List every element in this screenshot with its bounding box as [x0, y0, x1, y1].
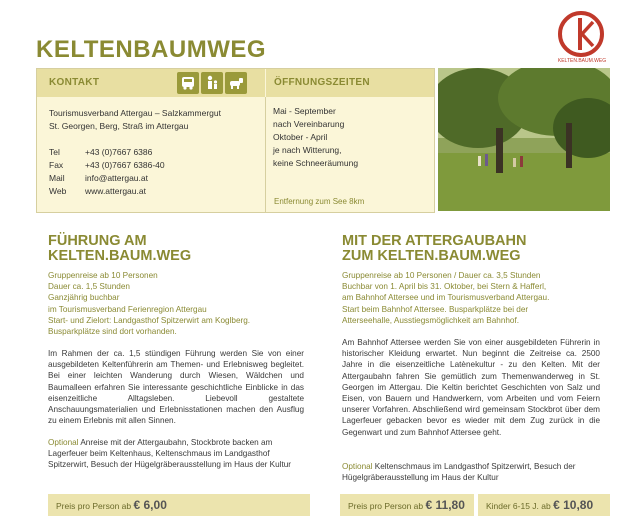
left-heading: FÜHRUNG AM KELTEN.BAUM.WEG: [48, 233, 192, 264]
info-divider: [265, 97, 266, 212]
left-optional: Optional Anreise mit der Attergaubahn, Stockbrote backen am Lagerfeuer beim Keltenhaus, Keltenschmaus im Landgasthof Spitzerwirt, Besuch der Hügelgräberausstellung im Haus der Kultur: [48, 438, 292, 470]
contact-tel: Tel +43 (0)7667 6386: [49, 147, 153, 157]
hours-line: Oktober - April: [273, 132, 328, 142]
family-icon: [201, 72, 223, 94]
page-title: KELTENBAUMWEG: [36, 36, 267, 63]
contact-org-line1: Tourismusverband Attergau – Salzkammergut: [49, 108, 221, 118]
right-body: Am Bahnhof Attersee werden Sie von einer ausgebildeten Führerin in historischer Kleidung erwartet. Nun beginnt die Zeitreise ca. 2500 Jahre in die eisenzeitliche Latènekultur - zu den Kelten. Mit der Attergaubahn fahren Sie gemütlich zum Themenwanderweg in St. Georgen im Attergau. Die Keltin berichtet Geschichten von Salz und Eisen, von Bauern und Handwerkern, vom Arbeiten und vom Feiern unserer Vorfahren. Abschließend wird gemeinsam Stockbrot über dem Lagerfeuer gebacken bevor es wieder mit dem Zug zurück in die Gegenwart und zum Bahnhof Attersee geht.: [342, 338, 600, 437]
child-price: Kinder 6-15 J. ab € 10,80: [478, 494, 610, 516]
right-optional: Optional Keltenschmaus im Landgasthof Spitzerwirt, Besuch der Hügelgräberausstellung im Haus der Kultur: [342, 462, 576, 483]
web-link[interactable]: www.attergau.at: [85, 186, 146, 196]
hours-line: je nach Witterung,: [273, 145, 342, 155]
fax-value: +43 (0)7667 6386-40: [85, 160, 165, 170]
hours-header: ÖFFNUNGSZEITEN: [274, 77, 370, 88]
right-details: Gruppenreise ab 10 Personen / Dauer ca. 3,5 Stunden Buchbar von 1. April bis 31. Oktober, bei Stern & Hafferl, am Bahnhof Attersee und im Tourismusverband Attergau. Start beim Bahnhof Attersee. Busparkplätze bei der Atterseehalle, Ausstiegsmöglichkeit am Bahnhof.: [342, 271, 550, 325]
hours-line: Mai - September: [273, 106, 336, 116]
left-body: Im Rahmen der ca. 1,5 stündigen Führung werden Sie von einer ausgebildeten Keltenführerin am Themen- und Erlebnisweg begleitet. Bei einer leichten Wanderung durch Wiesen, Wäldchen und Baumalleen erfahren Sie interessante geschichtliche Einblicke in das eisenzeitliche Alltagsleben. Liebevoll gestaltete Anschauungsmaterialien und Erlebnisstationen machen den Ausflug zu einem Erlebnis mit allen Sinnen.: [48, 349, 304, 426]
kelten-logo: [555, 10, 607, 62]
hours-list: [273, 105, 358, 170]
contact-org: [49, 107, 221, 133]
contact-header: KONTAKT: [49, 77, 100, 88]
logo-text: KELTEN.BAUM.WEG: [557, 58, 607, 64]
landscape-photo: [438, 68, 610, 211]
contact-mail: Mail info@attergau.at: [49, 173, 148, 183]
dog-icon: [225, 72, 247, 94]
bus-icon: [177, 72, 199, 94]
info-box: [36, 68, 435, 213]
left-price: Preis pro Person ab € 6,00: [48, 494, 310, 516]
left-details: Gruppenreise ab 10 Personen Dauer ca. 1,5 Stunden Ganzjährig buchbar im Tourismusverband Ferienregion Attergau Start- und Zielort: Landgasthof Spitzerwirt am Koglberg. Busparkplätze sind dort vorhanden.: [48, 271, 251, 337]
right-price: Preis pro Person ab € 11,80: [340, 494, 474, 516]
tel-value[interactable]: +43 (0)7667 6386: [85, 147, 153, 157]
contact-fax: Fax +43 (0)7667 6386-40: [49, 160, 165, 170]
contact-org-line2: St. Georgen, Berg, Straß im Attergau: [49, 121, 189, 131]
contact-web: Web www.attergau.at: [49, 186, 146, 196]
mail-link[interactable]: info@attergau.at: [85, 173, 148, 183]
right-heading: MIT DER ATTERGAUBAHN ZUM KELTEN.BAUM.WEG: [342, 233, 527, 264]
hours-line: keine Schneeräumung: [273, 158, 359, 168]
hours-line: nach Vereinbarung: [273, 119, 345, 129]
lake-distance: Entfernung zum See 8km: [274, 197, 365, 206]
